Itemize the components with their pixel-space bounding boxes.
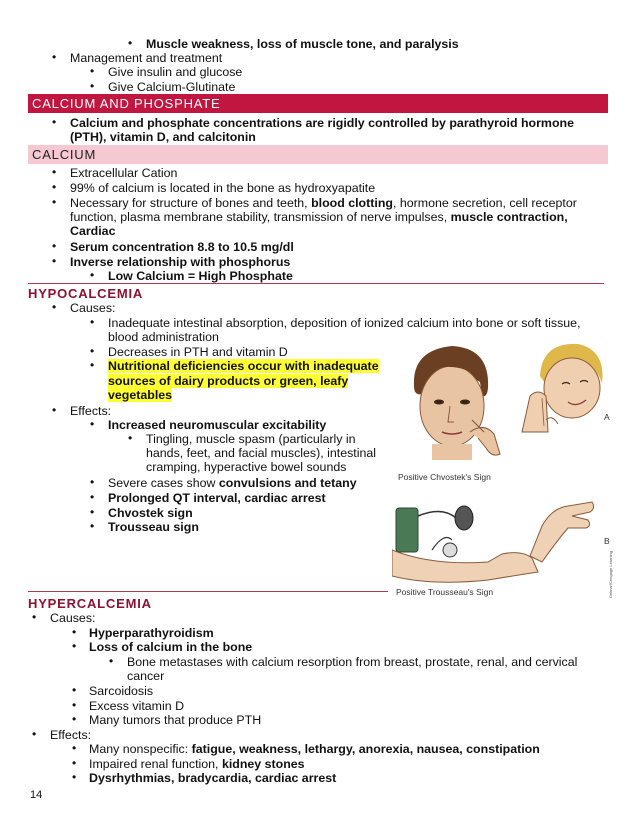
hypo-causes-label: Causes: [70,301,116,315]
bullet: • [52,195,57,209]
hypo-effect1-sub-c: cramping, hyperactive bowel sounds [146,460,347,474]
bullet: • [52,300,57,314]
hypocalcemia-header: HYPOCALCEMIA [28,286,144,301]
bullet: • [90,417,95,431]
hypo-effect1: Increased neuromuscular excitability [108,418,327,432]
hyper-effect1-a: Many nonspecific: [89,742,192,756]
hypo-cause3a: Nutritional deficiencies occur with inadequate [108,359,379,373]
hypo-effect1-sub-a: Tingling, muscle spasm (particularly in [146,432,356,446]
necessary-c: , hormone secretion, cell receptor [392,196,577,210]
low-ca-text: Low Calcium = High Phosphate [108,269,293,283]
hyper-cause1: Hyperparathyroidism [89,626,214,640]
bullet: • [90,519,95,533]
give-calcium-text: Give Calcium-Glutinate [108,80,236,94]
hypo-effect2-a: Severe cases show [108,476,219,490]
bullet: • [52,50,57,64]
hypo-cause1a: Inadequate intestinal absorption, deposition of ionized calcium into bone or soft tissue, [108,316,581,330]
bullet: • [90,505,95,519]
hyper-cause2-sub-a: Bone metastases with calcium resorption from breast, prostate, renal, and cervical [127,655,578,669]
hyper-cause2-sub-b: cancer [127,669,165,683]
hyper-cause4: Excess vitamin D [89,699,185,713]
inverse-text: Inverse relationship with phosphorus [70,255,291,269]
hyper-effect1 [89,742,540,756]
bullet: • [90,79,95,93]
bullet: • [72,639,77,653]
bullet: • [72,741,77,755]
bullet: • [52,115,57,129]
bullet: • [32,727,37,741]
hyper-cause3: Sarcoidosis [89,684,154,698]
bullet: • [90,268,95,282]
bullet: • [52,254,57,268]
bullet: • [72,756,77,770]
chvostek-face-illustration [414,346,500,460]
section-rule [28,283,604,284]
extracellular-text: Extracellular Cation [70,166,178,180]
figure-credit: Delmar/Cengage Learning [608,551,613,598]
hypo-cause2: Decreases in PTH and vitamin D [108,345,288,359]
hyper-effect2-b: kidney stones [221,757,305,771]
hypo-effects-label: Effects: [70,404,112,418]
ca-phos-line1: Calcium and phosphate concentrations are rigidly controlled by parathyroid hormone [70,116,574,130]
cardiac-text: Cardiac [70,224,116,238]
bullet: • [128,36,133,50]
serum-text: Serum concentration 8.8 to 10.5 mg/dl [70,240,294,254]
function-line [70,210,568,224]
calcium-phosphate-header [28,94,608,113]
hypo-effect2-b: convulsions and tetany [218,476,357,490]
bullet: • [72,625,77,639]
bullet: • [72,683,77,697]
bullet: • [52,239,57,253]
chvostek-trousseau-figure [392,336,618,600]
necessary-a: Necessary for structure of bones and teeth, [70,196,312,210]
figure-label-a: A [604,412,610,422]
hyper-effect3: Dysrhythmias, bradycardia, cardiac arrest [89,771,337,785]
bullet: • [52,180,57,194]
bullet: • [32,610,37,624]
hypo-cause3b: sources of dairy products or green, leafy [108,374,349,388]
necessary-line [70,196,577,210]
bullet: • [90,358,95,372]
hyper-effect2 [89,757,305,771]
bullet: • [90,475,95,489]
caption-trousseau: Positive Trousseau's Sign [396,587,494,597]
bullet: • [128,431,133,445]
caption-chvostek: Positive Chvostek's Sign [398,472,491,482]
hypo-effect2 [108,476,357,490]
management-text: Management and treatment [70,51,223,65]
figure-label-b: B [604,536,610,546]
bullet: • [90,64,95,78]
trousseau-arm-illustration [392,502,594,582]
muscle-weakness-text: Muscle weakness, loss of muscle tone, and paralysis [146,37,459,51]
bullet: • [72,770,77,784]
hyper-effect2-a: Impaired renal function, [89,757,222,771]
chvostek-child-illustration [522,344,603,432]
hyper-effects-label: Effects: [50,728,92,742]
page-number: 14 [30,789,43,801]
hyper-effect1-b: fatigue, weakness, lethargy, anorexia, nausea, constipation [191,742,540,756]
bone-pct-text: 99% of calcium is located in the bone as hydroxyapatite [70,181,376,195]
calcium-header [28,145,608,164]
bullet: • [90,315,95,329]
bullet: • [72,698,77,712]
hypercalcemia-header: HYPERCALCEMIA [28,596,152,611]
give-insulin-text: Give insulin and glucose [108,65,243,79]
bullet: • [52,165,57,179]
hypo-cause3c: vegetables [108,388,173,402]
muscle-contraction: muscle contraction, [450,210,568,224]
ca-phos-line2: (PTH), vitamin D, and calcitonin [70,130,256,144]
bullet: • [72,712,77,726]
bullet: • [90,344,95,358]
function-a: function, plasma membrane stability, transmission of nerve impulses, [70,210,451,224]
bullet: • [52,403,57,417]
blood-clotting: blood clotting [311,196,393,210]
section-rule [28,591,388,592]
hyper-causes-label: Causes: [50,611,96,625]
hypo-cause1b: blood administration [108,330,219,344]
hypo-effect4: Chvostek sign [108,506,193,520]
hyper-cause5: Many tumors that produce PTH [89,713,262,727]
bullet: • [109,654,114,668]
calcium-phosphate-title: CALCIUM AND PHOSPHATE [32,96,221,111]
hypo-effect5: Trousseau sign [108,520,199,534]
bullet: • [90,490,95,504]
hypo-effect1-sub-b: hands, feet, and facial muscles), intestinal [146,446,377,460]
hypo-effect3: Prolonged QT interval, cardiac arrest [108,491,326,505]
hyper-cause2: Loss of calcium in the bone [89,640,253,654]
calcium-title: CALCIUM [32,147,97,162]
